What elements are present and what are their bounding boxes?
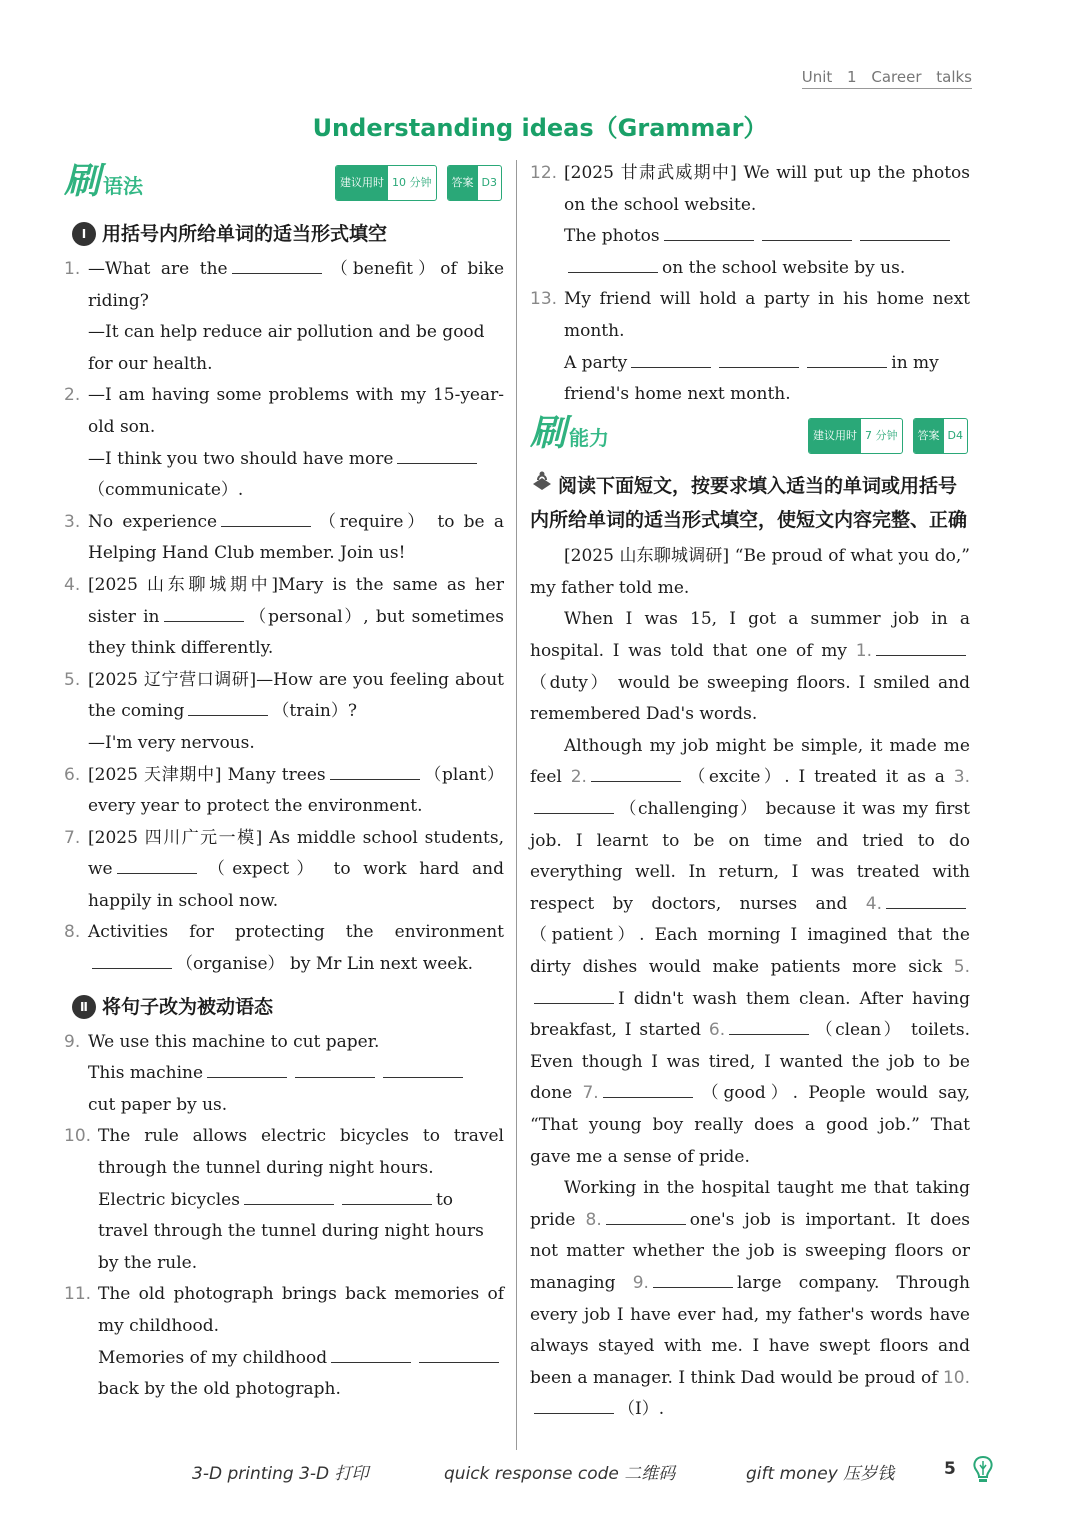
question-text: （personal）, but sometimes they think differently. (88, 606, 504, 659)
page-title: Understanding ideas（Grammar） (312, 114, 768, 142)
section-1-heading (72, 220, 504, 248)
question-number: 4. (64, 574, 81, 595)
answer-tag-value: D4 (947, 428, 963, 442)
question-text: —I'm very nervous. (88, 732, 255, 753)
time-tag-key: 建议用时 (336, 166, 388, 200)
reading-text: large company. Through every job I have ever had, my father's words have always stayed with me. I have swept floors and been a manager. I think Dad would be proud of (530, 1272, 970, 1388)
question-4 (64, 570, 504, 665)
question-text: cut paper by us. (88, 1094, 228, 1115)
reading-text: one's job is important. It does not matter whether the job is sweeping floors or managing (530, 1209, 970, 1293)
answer-blank[interactable] (534, 1396, 614, 1414)
question-text: [2025 山东聊城期中]Mary is the same as her sister in (88, 574, 504, 627)
answer-tag-value: D3 (481, 176, 497, 190)
reading-text: （excite）. I treated it as a (684, 767, 945, 788)
question-text: This machine (88, 1063, 204, 1084)
reading-text: Working in the hospital taught me that taking pride (530, 1178, 970, 1230)
answer-tag (913, 418, 968, 454)
question-text: —I am having some problems with my 15-year-old son. (88, 385, 504, 437)
question-text: No experience (88, 511, 218, 532)
question-9 (64, 1027, 504, 1059)
page-footer (0, 1455, 1080, 1485)
question-text: （expect） to work hard and happily in school now. (88, 859, 504, 911)
column-divider (516, 160, 517, 1450)
question-text: —What are the (88, 259, 228, 279)
answer-blank[interactable] (342, 1187, 432, 1205)
section-badge: Ⅰ (72, 222, 96, 246)
question-text: （organise） by Mr Lin next week. (176, 954, 474, 975)
answer-blank[interactable] (295, 1060, 375, 1078)
question-text: travel through the tunnel during night hours by the rule. (98, 1221, 484, 1273)
question-number: 5. (64, 669, 81, 690)
question-text: My friend will hold a party in his home next month. (564, 289, 970, 341)
unit-label: Unit 1 (801, 68, 857, 86)
question-text: （benefit）of bike riding? (88, 259, 505, 311)
answer-blank[interactable] (886, 891, 966, 909)
reading-paragraph-4 (530, 1173, 970, 1426)
answer-blank[interactable] (383, 1060, 463, 1078)
question-1 (64, 254, 504, 317)
reading-paragraph-1: [2025 山东聊城调研] “Be proud of what you do,” my father told me. (530, 546, 970, 598)
answer-tag-key: 答案 (448, 166, 478, 200)
answer-blank[interactable] (664, 223, 754, 241)
reading-paragraph-2 (530, 604, 970, 730)
ability-brand (530, 413, 610, 455)
reading-text: （good）. People would say, “That young boy really does a good job.” That gave me a sense of pride. (530, 1083, 970, 1167)
question-number: 2. (64, 385, 81, 406)
answer-blank[interactable] (164, 604, 244, 622)
question-number: 9. (64, 1031, 81, 1052)
section-title: 将句子改为被动语态 (102, 995, 274, 1018)
answer-blank[interactable] (876, 638, 966, 656)
answer-blank[interactable] (591, 764, 681, 782)
grammar-banner (64, 158, 504, 208)
question-text: —It can help reduce air pollution and be good for our health. (88, 322, 485, 374)
answer-blank[interactable] (534, 986, 614, 1004)
question-10 (64, 1121, 504, 1184)
page-header (802, 68, 972, 89)
question-number: 12. (530, 163, 558, 183)
section-title: 用括号内所给单词的适当形式填空 (102, 223, 388, 245)
answer-blank[interactable] (653, 1270, 733, 1288)
answer-tag-key: 答案 (914, 419, 944, 453)
blank-number: 2. (570, 767, 587, 788)
blank-number: 3. (953, 767, 971, 788)
footer-vocab-3: gift money 压岁钱 (746, 1464, 895, 1484)
question-text: in my friend's home next month. (564, 352, 939, 405)
question-text: Electric bicycles (98, 1189, 240, 1210)
answer-blank[interactable] (762, 223, 852, 241)
question-number: 13. (530, 289, 558, 310)
question-text: The rule allows electric bicycles to travel through the tunnel during night hours. (98, 1126, 504, 1179)
blank-number: 5. (953, 956, 970, 977)
reading-text: （challenging） because it was my first job. I learnt to be on time and tried to do everything well. In return, I was treated with respect by doctors, nurses and (530, 799, 970, 914)
brand-small-label: 语法 (103, 173, 144, 198)
time-tag-value: 10 分钟 (392, 176, 432, 190)
question-13 (530, 284, 970, 347)
question-3 (64, 507, 504, 570)
answer-blank[interactable] (330, 762, 420, 780)
question-number: 6. (64, 764, 81, 785)
answer-blank[interactable] (419, 1345, 499, 1363)
blank-number: 1. (855, 641, 872, 662)
answer-blank[interactable] (232, 256, 322, 274)
reading-text: （I）. (618, 1399, 665, 1420)
section-badge: Ⅱ (72, 995, 96, 1019)
question-text: （require） to be a Helping Hand Club member. Join us! (88, 511, 504, 564)
reading-text: Although my job might be simple, it made me feel (530, 735, 970, 788)
question-text: [2025 天津期中] Many trees (88, 764, 326, 785)
ability-banner (530, 411, 970, 461)
brand-big-char: 刷 (530, 413, 567, 455)
footer-vocab-2: quick response code 二维码 (444, 1464, 676, 1484)
answer-blank[interactable] (568, 255, 658, 273)
lightbulb-icon (970, 1455, 996, 1490)
question-text: to (435, 1189, 454, 1210)
question-text: back by the old photograph. (98, 1379, 341, 1400)
reading-icon (530, 469, 554, 503)
answer-blank[interactable] (719, 350, 799, 368)
reading-text: （patient）. Each morning I imagined that the dirty dishes would make patients more sick (530, 925, 970, 977)
question-text: （train）? (272, 701, 357, 722)
reading-text: When I was 15, I got a summer job in a hospital. I was told that one of my (530, 609, 970, 662)
brand-big-char: 刷 (64, 160, 101, 202)
grammar-brand (64, 160, 144, 203)
blank-number: 8. (585, 1209, 602, 1230)
question-7 (64, 823, 504, 918)
answer-blank[interactable] (244, 1187, 334, 1205)
reading-directions-text: 阅读下面短文，按要求填入适当的单词或用括号内所给单词的适当形式填空，使短文内容完整、正确 (530, 474, 968, 532)
page-number: 5 (944, 1459, 956, 1479)
question-text: （communicate）. (88, 480, 244, 501)
answer-tag (447, 165, 502, 201)
time-tag (808, 418, 903, 454)
question-8 (64, 917, 504, 980)
footer-vocab-1: 3-D printing 3-D 打印 (192, 1464, 369, 1484)
question-text: Activities for protecting the environment (88, 922, 504, 943)
time-tag (335, 165, 437, 201)
answer-blank[interactable] (631, 350, 711, 368)
time-tag-value: 7 分钟 (865, 428, 898, 442)
question-5 (64, 665, 504, 728)
blank-number: 7. (582, 1083, 599, 1104)
answer-blank[interactable] (221, 509, 311, 527)
answer-blank[interactable] (117, 856, 197, 874)
right-column (530, 158, 970, 1426)
question-number: 7. (64, 827, 81, 848)
question-text: Memories of my childhood (98, 1347, 328, 1368)
answer-blank[interactable] (207, 1060, 287, 1078)
blank-number: 4. (865, 893, 882, 914)
time-tag-key: 建议用时 (809, 419, 861, 453)
answer-blank[interactable] (188, 698, 268, 716)
question-number: 3. (64, 511, 81, 532)
answer-blank[interactable] (534, 796, 614, 814)
question-text: We use this machine to cut paper. (88, 1031, 380, 1052)
blank-number: 6. (708, 1020, 726, 1041)
section-2-heading (72, 993, 504, 1021)
question-text: [2025 辽宁营口调研]—How are you feeling about the coming (88, 669, 504, 722)
question-11 (64, 1279, 504, 1342)
reading-directions (530, 469, 970, 538)
question-2 (64, 380, 504, 443)
answer-blank[interactable] (606, 1207, 686, 1225)
question-6 (64, 760, 504, 823)
reading-text: （duty） would be sweeping floors. I smiled and remembered Dad's words. (530, 672, 970, 725)
question-text: [2025 四川广元一模] As middle school students, we (88, 827, 504, 880)
question-number: 1. (64, 259, 81, 279)
reading-text: I didn't wash them clean. After having breakfast, I started (530, 988, 970, 1041)
answer-blank[interactable] (397, 446, 477, 464)
answer-blank[interactable] (729, 1017, 809, 1035)
question-text: on the school website by us. (662, 257, 906, 278)
reading-text: （clean） toilets. Even though I was tired, I wanted the job to be done (530, 1020, 970, 1104)
question-text: —I think you two should have more (88, 448, 394, 469)
question-text: [2025 甘肃武威期中] We will put up the photos on the school website. (564, 163, 970, 215)
question-12 (530, 158, 970, 221)
reading-paragraph-3 (530, 731, 970, 1173)
answer-blank[interactable] (860, 223, 950, 241)
question-text: The old photograph brings back memories of my childhood. (98, 1284, 504, 1336)
left-column (64, 158, 504, 1406)
topic-label: Career talks (871, 68, 972, 86)
blank-number: 10. (942, 1367, 970, 1388)
question-number: 11. (64, 1284, 92, 1305)
question-text: （plant） every year to protect the environment. (88, 764, 504, 817)
question-number: 10. (64, 1126, 92, 1147)
question-text: A party (564, 352, 628, 373)
question-number: 8. (64, 922, 81, 943)
blank-number: 9. (632, 1272, 649, 1293)
answer-blank[interactable] (603, 1080, 693, 1098)
brand-small-label: 能力 (569, 426, 610, 451)
answer-blank[interactable] (331, 1345, 411, 1363)
question-text: The photos (564, 226, 660, 247)
answer-blank[interactable] (92, 951, 172, 969)
answer-blank[interactable] (807, 350, 887, 368)
